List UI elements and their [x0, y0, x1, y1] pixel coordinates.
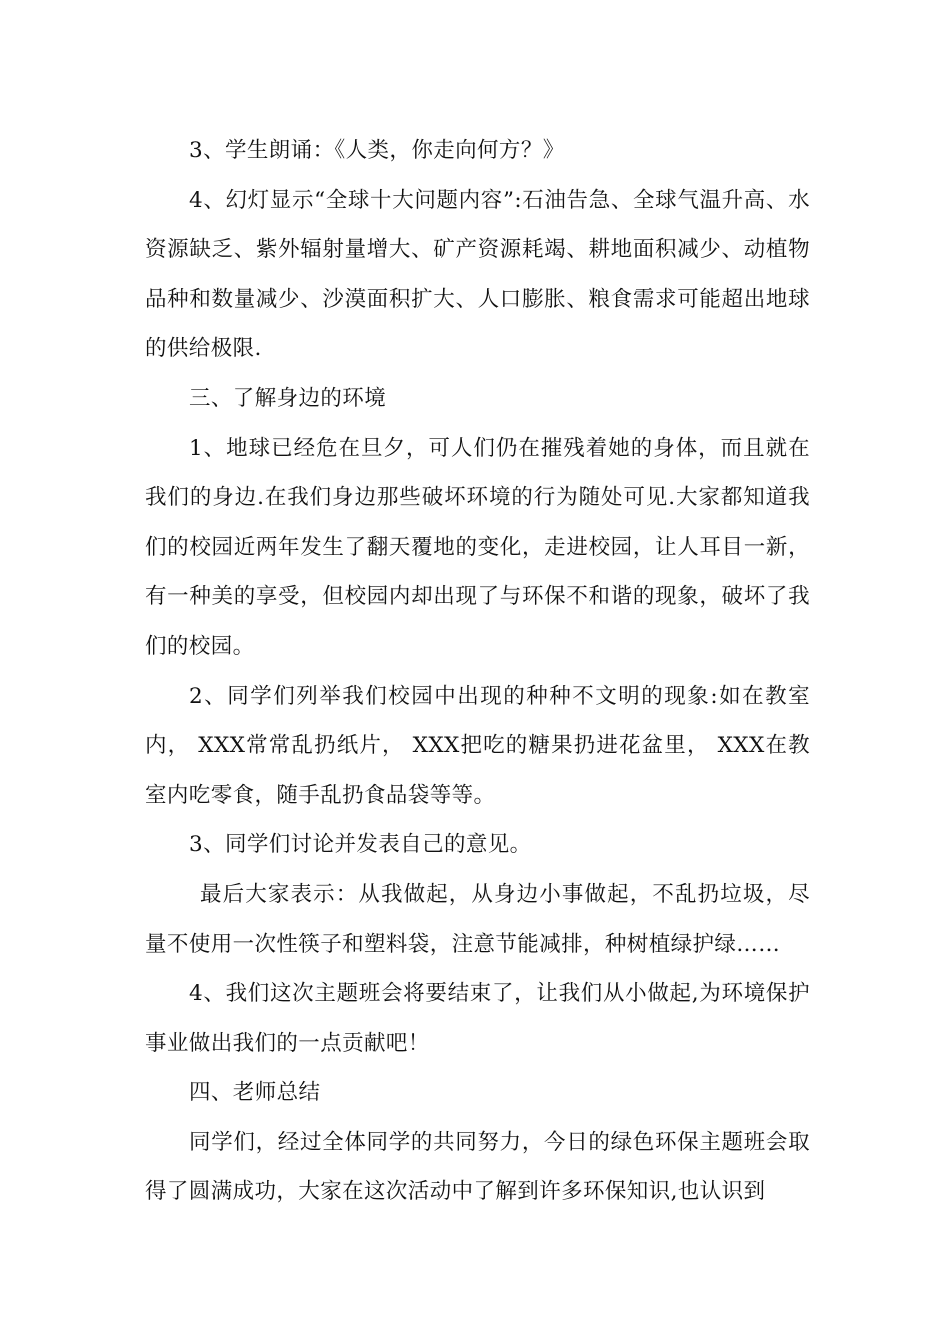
paragraph-slideshow: 4、幻灯显示“全球十大问题内容”:石油告急、全球气温升高、水资源缺乏、紫外辐射量增大、矿产资源耗竭、耕地面积减少、动植物品种和数量减少、沙漠面积扩大、人口膨胀、粮食需求可能超出地球的供给极限. — [145, 187, 810, 362]
paragraph-earth-in-danger: 1、地球已经危在旦夕，可人们仍在摧残着她的身体，而且就在我们的身边.在我们身边那些破坏环境的行为随处可见.大家都知道我们的校园近两年发生了翻天覆地的变化，走进校园，让人耳目一新，有一种美的享受，但校园内却出现了与环保不和谐的现象，破坏了我们的校园。 — [145, 435, 810, 659]
paragraph-conclusion-statement: 最后大家表示：从我做起，从身边小事做起，不乱扔垃圾，尽量不使用一次性筷子和塑料袋，注意节能减排，种树植绿护绿…… — [145, 881, 810, 957]
paragraph-campus-behaviors: 2、同学们列举我们校园中出现的种种不文明的现象:如在教室内， XXX常常乱扔纸片， XXX把吃的糖果扔进花盆里， XXX在教室内吃零食，随手乱扔食品袋等等。 — [145, 683, 810, 808]
section-heading-teacher-summary: 四、老师总结 — [189, 1080, 321, 1106]
paragraph-recitation: 3、学生朗诵：《人类，你走向何方？》 — [189, 138, 565, 163]
paragraph-teacher-summary: 同学们，经过全体同学的共同努力，今日的绿色环保主题班会取得了圆满成功，大家在这次活动中了解到许多环保知识,也认识到 — [145, 1129, 810, 1205]
document-body — [145, 126, 810, 1217]
paragraph-meeting-ending: 4、我们这次主题班会将要结束了，让我们从小做起,为环境保护事业做出我们的一点贡献吧！ — [145, 981, 810, 1056]
section-heading-environment: 三、了解身边的环境 — [189, 385, 387, 411]
paragraph-discussion: 3、同学们讨论并发表自己的意见。 — [189, 832, 532, 858]
